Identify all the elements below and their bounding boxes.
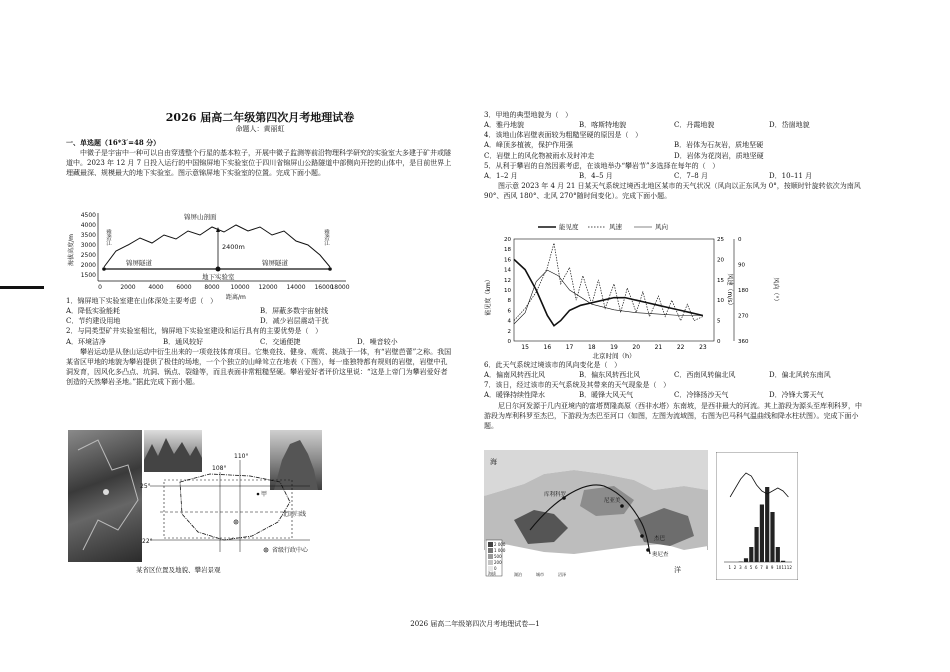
passage-1: 中微子是宇宙中一种可以自由穿透整个行星的基本粒子，开展中微子监测等前沿物理科学研究的实验室大多建于矿井或隧道中。2023 年 12 月 7 日投入运行的中国锦屏地下实验室位于四川省锦屏山公路隧道中部侧向开挖的山体中，是目前世界上埋藏最深、规模最大的地下实验室。图示意锦屏地下实验室的位置。完成下面小题。 <box>66 149 452 178</box>
legend-elev-0: 2 000 <box>494 542 506 547</box>
lab-label: 地下实验室 <box>202 273 235 281</box>
province-map <box>140 452 330 568</box>
x-tick-label: 23 <box>699 344 707 351</box>
y-tick-visibility: 12 <box>504 277 511 284</box>
chart-frame <box>514 239 714 341</box>
svg-text:10000: 10000 <box>230 284 250 291</box>
y-tick-visibility: 16 <box>504 257 511 264</box>
month-label: 10 <box>776 565 782 570</box>
x-tick-label: 18 <box>587 344 596 351</box>
svg-text:0: 0 <box>98 284 102 291</box>
month-label: 1 <box>728 565 732 570</box>
y-tick-winddir: 270 <box>738 313 749 320</box>
fig2-caption: 某省区位置及地貌、攀岩景观 <box>136 566 221 574</box>
lab-marker <box>216 267 221 272</box>
month-label: 4 <box>744 565 747 570</box>
x-tick-label: 19 <box>610 344 618 351</box>
q2-option-d[interactable]: D．噪音较小 <box>357 337 398 346</box>
svg-text:2500: 2500 <box>80 252 96 259</box>
city-koulikoro: 库利科罗 <box>544 492 567 498</box>
q5-option-a[interactable]: A．1–2 月 <box>484 171 518 180</box>
precip-bar <box>760 505 764 563</box>
city-niamey: 尼亚美 <box>604 498 621 504</box>
profile-mountain-label: 锦屏山剖面 <box>184 213 217 221</box>
river-left-label: 雅砻江 <box>105 229 111 246</box>
q1-options <box>66 306 454 316</box>
margin-bar <box>0 286 44 289</box>
q7-stem: 7．该日，经过该市的天气系统及其带来的天气现象是（ ） <box>484 381 671 390</box>
weather-chart <box>484 221 780 361</box>
legend-winddir: 风向 <box>655 223 668 231</box>
y-tick-visibility: 14 <box>504 267 511 274</box>
x-tick-label: 22 <box>676 344 685 351</box>
bamako-climate-chart <box>716 452 798 580</box>
niger-basin-map <box>484 450 708 580</box>
q2-option-b[interactable]: B．通风较好 <box>163 337 204 346</box>
q4-option-c[interactable]: C．岩壁上的风化物被雨水及时冲走 <box>484 151 595 160</box>
legend-title: 海拔 <box>488 571 496 576</box>
capital-legend-label: 省级行政中心 <box>272 547 309 554</box>
tropic-label: 北回归线 <box>282 511 307 518</box>
y-tick-windspeed: 10 <box>717 298 724 305</box>
legend-elev-2: 500 <box>494 554 502 559</box>
y-tick-winddir: 180 <box>738 288 749 294</box>
q6-stem: 6．此天气系统过境该市的风向变化是（ ） <box>484 361 622 369</box>
profile-xlabel: 距离/m <box>226 294 246 301</box>
precip-bar <box>749 547 753 562</box>
passage-2: 攀岩运动是从登山运动中衍生出来的一项竞技体育项目。它集竞技、健身、观赏、挑战于一体，有“岩壁芭蕾”之称。我国某省区甲地的地貌为攀岩提供了极佳的场地，一个个独立的山峰耸立在地表（下图），每一座独特都有规则的岩壁，岩壁中孔洞发育，因风化多凸点、坑洞、锅点、裂缝等，而且表面非常粗糙坚硬。攀岩爱好者评价这里说：“这是上帝门为攀岩爱好者创造的天然攀岩圣地。”据此完成下面小题。 <box>66 347 452 387</box>
month-label: 5 <box>749 565 753 570</box>
month-label: 7 <box>760 565 763 570</box>
q6-option-a[interactable]: A．偏南风转西北风 <box>484 371 546 380</box>
month-label: 2 <box>733 565 737 570</box>
city-onitsha: 奥尼查 <box>652 552 669 558</box>
jinping-profile-figure <box>66 205 356 305</box>
q6-option-c[interactable]: C．西南风转偏北风 <box>674 371 736 380</box>
svg-text:8000: 8000 <box>204 284 220 291</box>
q5-option-d[interactable]: D．10–11 月 <box>769 171 813 180</box>
y-tick-visibility: 4 <box>507 318 511 325</box>
svg-text:1500: 1500 <box>80 272 96 279</box>
svg-text:4500: 4500 <box>80 212 96 219</box>
q4-stem: 4．该地山体岩壁表面较为粗糙坚硬的原因是（ ） <box>484 131 643 140</box>
q6-option-d[interactable]: D．偏北风转东南风 <box>769 371 831 380</box>
y-tick-visibility: 10 <box>504 288 511 294</box>
y-tick-windspeed: 20 <box>717 257 724 264</box>
x-tick-label: 16 <box>543 344 552 351</box>
legend-city: 城市 <box>536 572 544 577</box>
axis-label-visibility: 能见度（km） <box>485 276 492 316</box>
sea-label-1: 海 <box>490 458 497 466</box>
q3-option-d[interactable]: D．岱崮地貌 <box>769 121 810 130</box>
q4-option-b[interactable]: B．岩体为石灰岩，质地坚硬 <box>674 141 764 150</box>
q7-option-c[interactable]: C．冷锋扬沙天气 <box>674 391 729 400</box>
y-tick-winddir: 90 <box>738 262 745 269</box>
q5-stem: 5．从利于攀岩的自然因素考虑，在该地举办“攀岩节”多选择在每年的（ ） <box>484 161 720 170</box>
y-tick-windspeed: 15 <box>717 277 724 284</box>
y-tick-windspeed: 5 <box>717 318 721 325</box>
q2-option-c[interactable]: C．交通便捷 <box>260 337 301 346</box>
q6-option-b[interactable]: B．偏东风转西北风 <box>579 371 641 380</box>
legend-visibility: 能见度 <box>559 223 579 231</box>
svg-text:2000: 2000 <box>80 262 96 269</box>
precip-bar <box>770 512 774 562</box>
q6-options <box>484 370 864 380</box>
passage-3: 图示意 2023 年 4 月 21 日某天气系统过境西北地区某市的天气状况（风向以正东风为 0°，按顺时针旋转依次为南风 90°、西风 180°、北风 270°随时间变化）。完成下面小题。 <box>484 181 863 201</box>
x-tick-label: 21 <box>654 344 663 351</box>
exam-title: 2026 届高二年级第四次月考地理试卷 <box>165 111 355 124</box>
month-label: 6 <box>755 565 758 570</box>
q7-option-d[interactable]: D．冷锋大雾天气 <box>769 391 824 400</box>
svg-text:18000: 18000 <box>330 284 350 291</box>
svg-text:6000: 6000 <box>176 284 192 291</box>
tunnel-right-label: 锦屏隧道 <box>262 259 288 267</box>
y-tick-winddir: 360 <box>738 339 749 345</box>
precip-bar <box>744 558 748 562</box>
y-tick-visibility: 8 <box>507 298 511 305</box>
q7-option-b[interactable]: B．暖锋大风天气 <box>579 391 634 400</box>
svg-text:3000: 3000 <box>80 242 96 249</box>
axis-label-winddir: 风向（°） <box>772 277 779 305</box>
month-label: 12 <box>786 565 792 570</box>
q7-option-a[interactable]: A．暖锋持续性降水 <box>484 391 546 400</box>
exam-author: 命题人：黄丽虹 <box>235 125 285 133</box>
q4-option-d[interactable]: D．岩体为花岗岩，质地坚硬 <box>674 151 764 160</box>
lat-label-25: 25° <box>140 483 151 490</box>
legend-elev-3: 200 <box>494 560 502 565</box>
precip-bar <box>781 561 785 562</box>
legend-elev-1: 1 000 <box>494 548 506 553</box>
q1-option-a[interactable]: A．降低实验能耗 <box>66 307 121 316</box>
q1-option-c[interactable]: C．节约建设用地 <box>66 317 121 326</box>
q2-options <box>66 337 454 347</box>
tunnel-left-label: 锦屏隧道 <box>126 259 152 267</box>
month-label: 9 <box>770 565 774 570</box>
lat-label-22: 22° <box>142 538 153 545</box>
q3-option-c[interactable]: C．丹霞地貌 <box>674 121 715 130</box>
climbing-photo <box>68 430 142 562</box>
axis-label-windspeed: 风速（m/s） <box>726 273 733 309</box>
svg-text:12000: 12000 <box>258 284 278 291</box>
x-tick-label: 15 <box>521 344 529 351</box>
river-right-label: 雅砻江 <box>323 229 329 246</box>
profile-yticks <box>81 212 96 279</box>
visibility-line <box>514 259 703 325</box>
svg-text:4000: 4000 <box>148 284 164 291</box>
svg-text:14000: 14000 <box>286 284 306 291</box>
lon-label-110: 110° <box>234 453 249 460</box>
city-jebba: 杰巴 <box>654 536 666 542</box>
q2-stem: 2．与同类型矿井实验室相比，锦屏地下实验室建设和运行具有的主要优势是（ ） <box>66 327 323 336</box>
precip-bar <box>765 487 769 562</box>
sea-label-2: 洋 <box>674 566 681 574</box>
precip-bar <box>776 547 780 562</box>
legend-swamp: 沼泽 <box>558 572 566 577</box>
q5-options <box>484 171 864 181</box>
page-footer: 2026 届高二年级第四次月考地理试卷—1 <box>410 620 540 628</box>
svg-text:2000: 2000 <box>120 284 136 291</box>
place-jia-label: 甲 <box>261 491 268 498</box>
x-tick-label: 20 <box>632 344 641 351</box>
svg-text:16000: 16000 <box>314 284 334 291</box>
x-tick-label: 17 <box>565 344 574 351</box>
y-tick-visibility: 0 <box>507 339 511 345</box>
y-tick-visibility: 2 <box>507 328 511 335</box>
axis-label-time: 北京时间（h） <box>592 352 636 360</box>
legend-elev-4: 0 <box>494 566 497 571</box>
profile-xticks <box>98 284 350 291</box>
y-tick-windspeed: 0 <box>717 339 721 345</box>
q5-option-c[interactable]: C．7–8 月 <box>674 171 708 180</box>
q3-stem: 3．甲地的典型地貌为（ ） <box>484 111 573 119</box>
y-tick-visibility: 6 <box>507 308 511 315</box>
precip-bar <box>739 562 743 563</box>
month-label: 11 <box>781 565 787 570</box>
lon-label-108: 108° <box>212 465 227 472</box>
q5-option-b[interactable]: B．4–5 月 <box>579 171 613 180</box>
q1-option-d[interactable]: D．减少岩层震动干扰 <box>260 317 329 326</box>
q7-options <box>484 390 864 400</box>
q1-option-b[interactable]: B．屏蔽多数宇宙射线 <box>260 307 329 316</box>
passage-4: 尼日尔河发源于几内亚境内的富塔贾隆高原（西非水塔）东南坡，是西非最大的河流。其上游段为源头至库利科罗，中游段为库利科罗至杰巴，下游段为杰巴至河口（如图，左图为流域图，右图为巴马科气温曲线和降水柱状图）。完成下面小题。 <box>484 401 862 430</box>
precip-bar <box>755 527 759 562</box>
svg-text:3500: 3500 <box>80 232 96 239</box>
profile-depth-label: 2400m <box>222 243 245 251</box>
q3-option-b[interactable]: B．喀斯特地貌 <box>579 121 627 130</box>
month-label: 3 <box>739 565 742 570</box>
y-tick-windspeed: 25 <box>717 237 724 243</box>
legend-windspeed: 风速 <box>609 223 622 231</box>
svg-text:4000: 4000 <box>80 222 96 229</box>
q2-option-a[interactable]: A．环境洁净 <box>66 337 107 346</box>
legend-lake: 湖泊 <box>514 572 522 577</box>
y-tick-visibility: 18 <box>504 247 511 254</box>
y-tick-visibility: 20 <box>504 237 511 243</box>
month-label: 8 <box>765 565 769 570</box>
section-heading: 一、单选题（16*3′=48 分） <box>66 138 161 147</box>
y-tick-winddir: 0 <box>738 237 742 243</box>
q1-stem: 1．锦屏地下实验室建在山体深处主要考虑（ ） <box>66 297 218 305</box>
q4-option-a[interactable]: A．峰顶多植被，保护作用强 <box>484 141 574 150</box>
q3-options <box>484 120 864 130</box>
q3-option-a[interactable]: A．雅丹地貌 <box>484 121 525 130</box>
profile-ylabel: 海拔高度/m <box>68 234 75 266</box>
